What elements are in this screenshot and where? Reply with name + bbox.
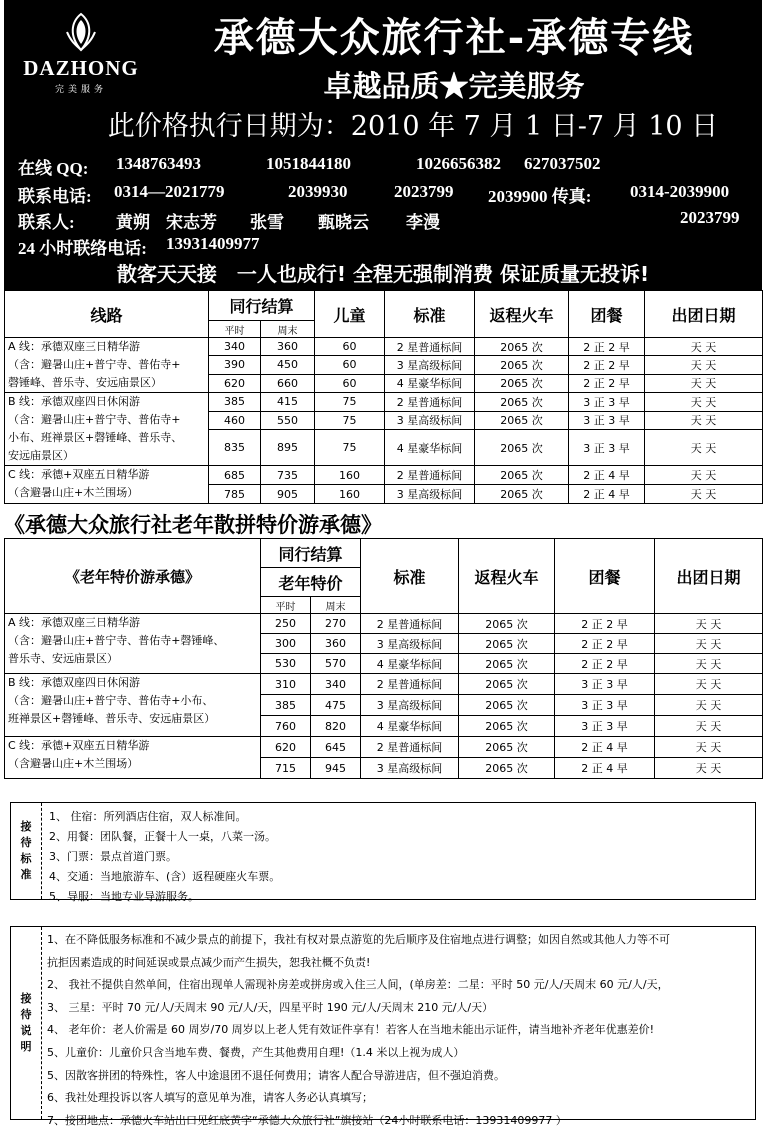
table-cell: 620 (209, 374, 261, 392)
table-cell: 60 (315, 374, 385, 392)
header-peer-price: 同行结算 (209, 291, 315, 321)
phone-number[interactable]: 2023799 (394, 182, 454, 201)
logo-subtitle: 完美服务 (54, 85, 107, 95)
note-line: 1、在不降低服务标准和不减少景点的前提下，我社有权对景点游览的先后顺序及住宿地点进行调整；如因自然或其他人力等不可 (47, 933, 670, 946)
contact-name: 黄朔 (116, 213, 150, 232)
table-cell: 905 (261, 485, 315, 504)
qq-number[interactable]: 627037502 (524, 154, 601, 173)
header-child: 儿童 (315, 291, 385, 338)
header-route: 线路 (5, 291, 209, 338)
note-line: 5、导服：当地专业导游服务。 (49, 890, 199, 903)
table-cell: 300 (261, 634, 311, 654)
table-cell: 4 星豪华标间 (361, 654, 459, 674)
note-line: 3、 三星：平时 70 元/人/天周末 90 元/人/天，四星平时 190 元/人/天周末 210 元/人/天） (47, 1000, 494, 1014)
route-description: B 线：承德双座四日休闲游 （含：避暑山庄+普宁寺、普佑寺+小布、 班禅景区+磬锤峰、普乐寺、安远庙景区） (5, 674, 261, 737)
phone-number[interactable]: 2039930 (288, 182, 348, 201)
table-cell: 360 (261, 338, 315, 356)
table-row (5, 737, 763, 758)
table-cell: 415 (261, 393, 315, 412)
note-line: 6、我社处理投诉以客人填写的意见单为准，请客人务必认真填写； (47, 1091, 373, 1105)
table-cell: 天 天 (655, 737, 763, 758)
note-line: 3、门票：景点首道门票。 (49, 850, 177, 863)
table-cell: 75 (315, 393, 385, 412)
table-cell: 3 正 3 早 (555, 695, 655, 716)
table-cell: 2 正 2 早 (555, 614, 655, 634)
table-cell: 75 (315, 430, 385, 466)
table-cell: 2 星普通标间 (385, 393, 475, 412)
fax-number[interactable]: 0314-2039900 (630, 182, 730, 201)
logo-name: DAZHONG (23, 56, 139, 80)
table-cell: 475 (311, 695, 361, 716)
table-cell: 4 星豪华标间 (385, 430, 475, 466)
header-senior-price: 老年特价 (261, 568, 361, 597)
table-cell: 2065 次 (475, 485, 569, 504)
table-cell: 2 正 4 早 (555, 758, 655, 779)
table-cell: 2065 次 (459, 716, 555, 737)
table-cell: 4 星豪华标间 (361, 716, 459, 737)
phone-number[interactable]: 0314—2021779 (114, 182, 225, 201)
table-cell: 835 (209, 430, 261, 466)
table-cell: 645 (311, 737, 361, 758)
table-cell: 310 (261, 674, 311, 695)
page-title: 承德大众旅行社-承德专线 (213, 14, 695, 61)
table-cell: 2065 次 (459, 737, 555, 758)
table-cell: 天 天 (645, 393, 763, 412)
table-cell: 895 (261, 430, 315, 466)
table-cell: 530 (261, 654, 311, 674)
table-cell: 3 星高级标间 (385, 356, 475, 374)
table-cell: 2 正 4 早 (555, 737, 655, 758)
table-cell: 620 (261, 737, 311, 758)
header-depart: 出团日期 (645, 291, 763, 338)
slogan: 卓越品质★完美服务 (323, 69, 585, 103)
qq-number[interactable]: 1026656382 (416, 154, 501, 173)
table-cell: 天 天 (645, 466, 763, 485)
label-char: 说 (20, 1024, 32, 1037)
reception-standard-label (11, 803, 42, 899)
table-cell: 3 星高级标间 (361, 634, 459, 654)
reception-standard-box (10, 802, 756, 903)
table-cell: 天 天 (655, 634, 763, 654)
header-standard: 标准 (361, 539, 459, 614)
table-cell: 2065 次 (475, 338, 569, 356)
note-line: 2、 我社不提供自然单间，住宿出现单人需现补房差或拼房或入住三人间，(单房差：二星：平时 50 元/人/天周末 60 元/人/天， (47, 978, 669, 992)
price-valid-date: 此价格执行日期为：2010 年 7 月 1 日-7 月 10 日 (107, 111, 719, 142)
table-cell: 2065 次 (459, 614, 555, 634)
route-description: B 线：承德双座四日休闲游 （含：避暑山庄+普宁寺、普佑寺+ 小布、班禅景区+磬锤峰、普乐寺、 安远庙景区） (5, 393, 209, 466)
reception-notes-label (11, 927, 42, 1119)
table-cell: 460 (209, 411, 261, 430)
note-line: 抗拒因素造成的时间延误或景点减少而产生损失，恕我社概不负责! (47, 955, 371, 969)
hotline-label: 24 小时联络电话: (18, 239, 147, 258)
table-cell: 天 天 (645, 356, 763, 374)
table-cell: 天 天 (645, 485, 763, 504)
header-weekday: 平时 (261, 597, 311, 614)
note-line: 2、用餐：团队餐，正餐十人一桌，八菜一汤。 (49, 830, 276, 843)
table-cell: 2065 次 (475, 356, 569, 374)
bottom-slogan: 散客天天接 一人也成行! 全程无强制消费 保证质量无投诉! (116, 262, 650, 286)
table-cell: 天 天 (655, 654, 763, 674)
table-cell: 天 天 (645, 430, 763, 466)
table-cell: 2 正 2 早 (569, 338, 645, 356)
table-cell: 3 星高级标间 (361, 758, 459, 779)
note-line: 5、因散客拼团的特殊性，客人中途退团不退任何费用；请客人配合导游进店，但不强迫消费。 (47, 1068, 505, 1082)
header-standard: 标准 (385, 291, 475, 338)
table-cell: 340 (209, 338, 261, 356)
table-cell: 2065 次 (459, 654, 555, 674)
fax-number-2[interactable]: 2023799 (680, 208, 740, 227)
table-cell: 2 星普通标间 (361, 737, 459, 758)
contact-name: 张雪 (250, 213, 284, 232)
header-route: 《老年特价游承德》 (5, 539, 261, 614)
table-row (5, 393, 763, 412)
header-meal: 团餐 (555, 539, 655, 614)
header-banner (4, 0, 762, 290)
label-char: 待 (20, 1008, 32, 1021)
qq-number[interactable]: 1051844180 (266, 154, 351, 173)
route-description: A 线：承德双座三日精华游 （含：避暑山庄+普宁寺、普佑寺+ 磬锤峰、普乐寺、安远庙景区） (5, 338, 209, 393)
table-cell: 2065 次 (459, 634, 555, 654)
table-cell: 385 (209, 393, 261, 412)
table-cell: 685 (209, 466, 261, 485)
table-cell: 2 正 4 早 (569, 466, 645, 485)
table-row (5, 466, 763, 485)
table-row (5, 338, 763, 356)
table-cell: 340 (311, 674, 361, 695)
route-description: C 线：承德+双座五日精华游 （含避暑山庄+木兰围场） (5, 466, 209, 504)
note-line: 7、接团地点：承德火车站出口见红底黄字“承德大众旅行社”旗接站（24小时联系电话：13931409977 ） (47, 1113, 567, 1127)
table-cell: 60 (315, 338, 385, 356)
header-train: 返程火车 (475, 291, 569, 338)
table-cell: 385 (261, 695, 311, 716)
table-cell: 390 (209, 356, 261, 374)
table-cell: 550 (261, 411, 315, 430)
table-cell: 2065 次 (475, 466, 569, 485)
table-cell: 660 (261, 374, 315, 392)
table-row (5, 674, 763, 695)
reception-notes-box (10, 926, 756, 1127)
header-weekend: 周末 (311, 597, 361, 614)
table-cell: 2 正 2 早 (555, 634, 655, 654)
senior-section-title: 《承德大众旅行社老年散拼特价游承德》 (4, 512, 382, 537)
header-weekend: 周末 (261, 321, 315, 338)
table-cell: 2065 次 (459, 758, 555, 779)
table-cell: 天 天 (655, 614, 763, 634)
table-cell: 3 正 3 早 (569, 393, 645, 412)
contacts-label: 联系人: (18, 213, 75, 232)
table-cell: 2 星普通标间 (385, 338, 475, 356)
header-peer-price: 同行结算 (261, 539, 361, 568)
label-char: 明 (20, 1040, 32, 1053)
header-meal: 团餐 (569, 291, 645, 338)
route-description: A 线：承德双座三日精华游 （含：避暑山庄+普宁寺、普佑寺+磬锤峰、 普乐寺、安远庙景区） (5, 614, 261, 674)
table-row (5, 614, 763, 634)
table-cell: 160 (315, 485, 385, 504)
table-cell: 天 天 (655, 716, 763, 737)
table-cell: 2 星普通标间 (361, 614, 459, 634)
logo-icon (63, 12, 99, 52)
table-cell: 2065 次 (475, 411, 569, 430)
table-cell: 60 (315, 356, 385, 374)
table-cell: 2065 次 (459, 674, 555, 695)
table-cell: 4 星豪华标间 (385, 374, 475, 392)
table-cell: 785 (209, 485, 261, 504)
table-cell: 250 (261, 614, 311, 634)
label-char: 待 (20, 836, 32, 849)
table-cell: 160 (315, 466, 385, 485)
price-table-senior (4, 538, 763, 779)
table-cell: 天 天 (645, 411, 763, 430)
table-cell: 天 天 (655, 758, 763, 779)
phone-number[interactable]: 2039900 传真: (488, 187, 592, 206)
qq-number[interactable]: 1348763493 (116, 154, 201, 173)
table-cell: 570 (311, 654, 361, 674)
contact-name: 李漫 (406, 213, 440, 232)
table-cell: 3 正 3 早 (569, 430, 645, 466)
label-char: 标 (20, 852, 32, 865)
label-char: 准 (20, 868, 32, 881)
table-cell: 2 正 4 早 (569, 485, 645, 504)
label-char: 接 (20, 820, 32, 833)
note-line: 4、 老年价：老人价需是 60 周岁/70 周岁以上老人凭有效证件享有！若客人在当地未能出示证件，请当地补齐老年优惠差价! (47, 1023, 655, 1037)
table-cell: 天 天 (655, 695, 763, 716)
table-cell: 3 正 3 早 (555, 674, 655, 695)
contact-name: 宋志芳 (166, 213, 217, 232)
table-cell: 2 星普通标间 (361, 674, 459, 695)
hotline-number[interactable]: 13931409977 (166, 234, 260, 253)
table-cell: 2065 次 (475, 393, 569, 412)
table-cell: 3 星高级标间 (361, 695, 459, 716)
table-cell: 3 星高级标间 (385, 485, 475, 504)
table-cell: 715 (261, 758, 311, 779)
table-cell: 945 (311, 758, 361, 779)
label-char: 接 (20, 992, 32, 1005)
table-cell: 820 (311, 716, 361, 737)
header-train: 返程火车 (459, 539, 555, 614)
company-logo (16, 12, 146, 95)
table-cell: 360 (311, 634, 361, 654)
table-cell: 2 正 2 早 (555, 654, 655, 674)
table-cell: 735 (261, 466, 315, 485)
qq-label: 在线 QQ: (18, 159, 89, 178)
header-weekday: 平时 (209, 321, 261, 338)
table-cell: 天 天 (645, 338, 763, 356)
table-cell: 2065 次 (475, 374, 569, 392)
table-cell: 2 星普通标间 (385, 466, 475, 485)
table-cell: 3 正 3 早 (569, 411, 645, 430)
table-cell: 270 (311, 614, 361, 634)
table-cell: 2065 次 (475, 430, 569, 466)
table-cell: 天 天 (655, 674, 763, 695)
table-cell: 3 正 3 早 (555, 716, 655, 737)
table-cell: 2 正 2 早 (569, 356, 645, 374)
table-cell: 760 (261, 716, 311, 737)
table-cell: 天 天 (645, 374, 763, 392)
phone-label: 联系电话: (18, 187, 92, 206)
contact-name: 甄晓云 (318, 213, 369, 232)
table-cell: 2 正 2 早 (569, 374, 645, 392)
route-description: C 线：承德+双座五日精华游 （含避暑山庄+木兰围场） (5, 737, 261, 779)
table-cell: 75 (315, 411, 385, 430)
price-table-regular (4, 290, 763, 504)
header-depart: 出团日期 (655, 539, 763, 614)
table-cell: 3 星高级标间 (385, 411, 475, 430)
note-line: 5、儿童价：儿童价只含当地车费、餐费，产生其他费用自理!（1.4 米以上视为成人） (47, 1045, 465, 1059)
table-cell: 450 (261, 356, 315, 374)
note-line: 1、 住宿：所列酒店住宿，双人标准间。 (49, 810, 247, 823)
note-line: 4、交通：当地旅游车、(含）返程硬座火车票。 (49, 870, 281, 883)
table-cell: 2065 次 (459, 695, 555, 716)
